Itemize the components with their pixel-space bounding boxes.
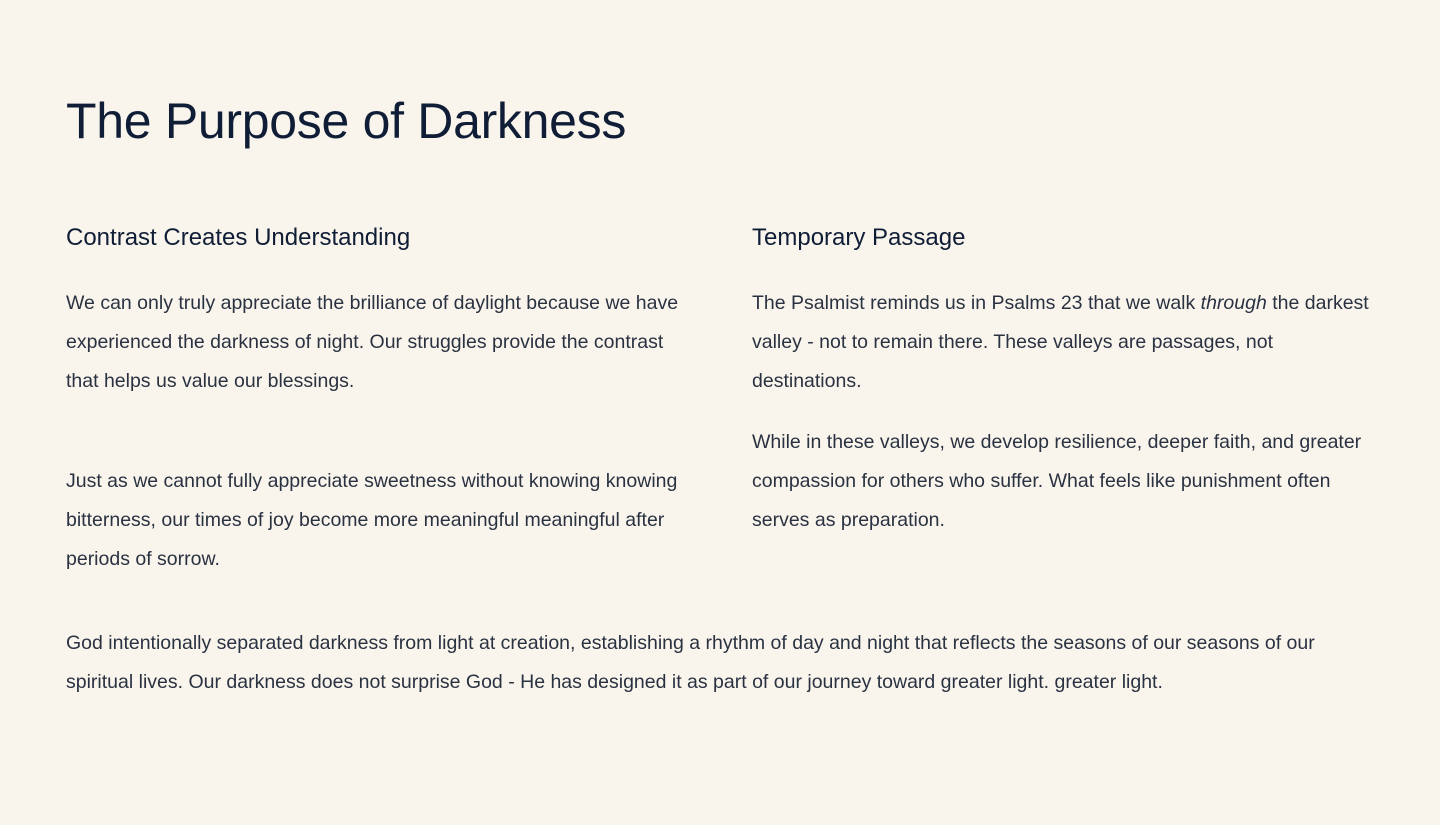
right-paragraph-1-before: The Psalmist reminds us in Psalms 23 that we walk	[752, 292, 1201, 314]
left-column-heading: Contrast Creates Understanding	[66, 224, 411, 251]
left-paragraph-1: We can only truly appreciate the brilliance of daylight because we have experienced the darkness of night. Our struggles provide the contrast that helps us value our blessings.	[66, 292, 679, 392]
left-column	[66, 222, 686, 579]
right-paragraph-1-emphasis: through	[1200, 292, 1267, 314]
right-column-heading: Temporary Passage	[752, 224, 966, 251]
right-column	[752, 222, 1382, 540]
right-paragraph-1	[752, 284, 1382, 401]
page-title: The Purpose of Darkness	[66, 93, 627, 149]
footer-paragraph: God intentionally separated darkness from light at creation, establishing a rhythm of day and night that reflects the seasons of our seasons of our spiritual lives. Our darkness does not surprise God - He has designed it as part of our journey toward greater light. greater light.	[66, 632, 1315, 693]
left-paragraph-2: Just as we cannot fully appreciate sweetness without knowing knowing bitterness, our times of joy become more meaningful meaningful after periods of sorrow.	[66, 470, 678, 570]
right-paragraph-1-after: the darkest valley - not to remain there. These valleys are passages, not destinations.	[752, 292, 1369, 392]
right-paragraph-2: While in these valleys, we develop resilience, deeper faith, and greater compassion for others who suffer. What feels like punishment often serves as preparation.	[752, 431, 1362, 531]
